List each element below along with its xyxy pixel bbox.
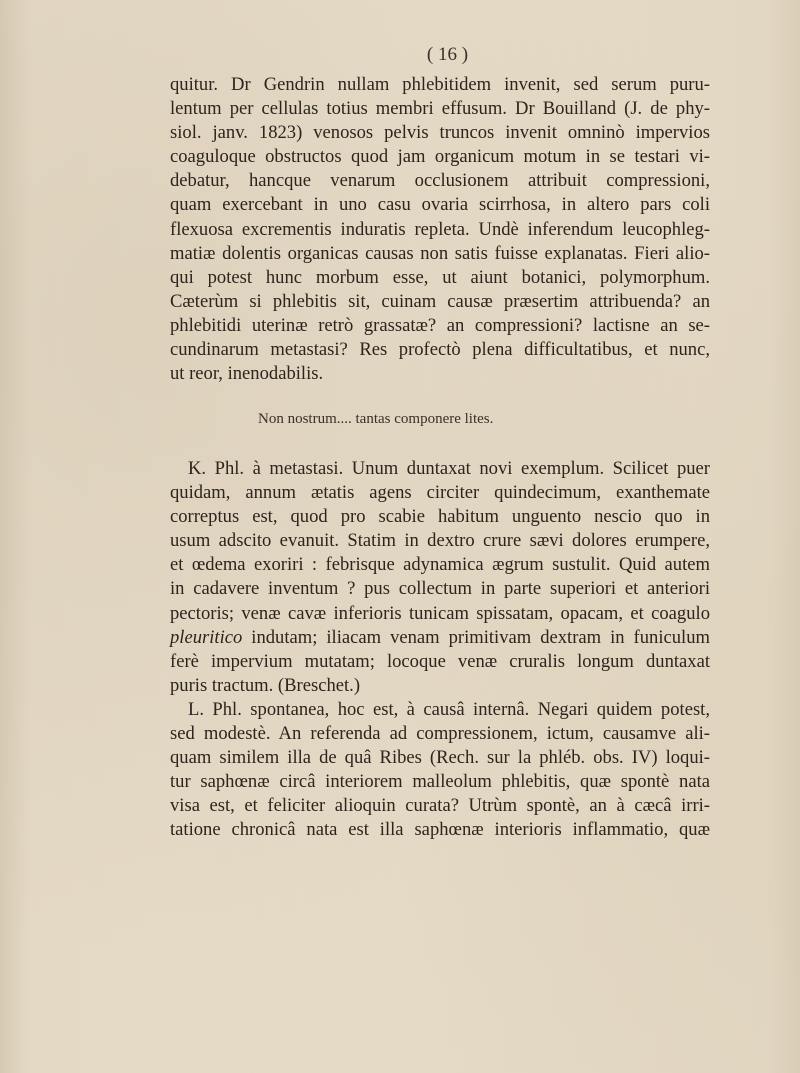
text-line: quam exercebant in uno casu ovaria scirrhosa, in altero pars coli: [170, 194, 710, 216]
paragraph-2: [170, 457, 710, 843]
text-line: sed modestè. An referenda ad compressionem, ictum, causamve ali-: [170, 723, 710, 745]
text-line: quam similem illa de quâ Ribes (Rech. sur la phléb. obs. IV) loqui-: [170, 747, 710, 769]
text-line: puris tractum. (Breschet.): [170, 674, 361, 696]
text-line: debatur, hancque venarum occlusionem attribuit compressioni,: [170, 170, 710, 192]
text-line: visa est, et feliciter alioquin curata? Utrùm spontè, an à cæcâ irri-: [170, 795, 710, 817]
text-line: ut reor, inenodabilis.: [170, 363, 324, 385]
text-line: coaguloque obstructos quod jam organicum motum in se testari vi-: [170, 146, 710, 168]
text-line-rest: indutam; iliacam venam primitivam dextram in funiculum: [242, 626, 710, 648]
text-line: matiæ dolentis organicas causas non satis fuisse explanatas. Fieri alio-: [170, 242, 710, 264]
text-line: quidam, annum ætatis agens circiter quindecimum, exanthemate: [170, 482, 710, 504]
text-line: phlebitidi uterinæ retrò grassatæ? an compressioni? lactisne an se-: [170, 314, 710, 336]
text-line: correptus est, quod pro scabie habitum unguento nescio quo in: [170, 506, 710, 528]
italic-term: pleuritico: [170, 626, 243, 648]
text-line: flexuosa excrementis induratis repleta. Undè inferendum leucophleg-: [170, 218, 710, 240]
text-line: tur saphœnæ circâ interiorem malleolum phlebitis, quæ spontè nata: [170, 771, 710, 793]
text-line: usum adscito evanuit. Statim in dextro crure sævi dolores erumpere,: [170, 530, 710, 552]
latin-quotation: Non nostrum.... tantas componere lites.: [258, 411, 494, 427]
text-line: cundinarum metastasi? Res profectò plena difficultatibus, et nunc,: [170, 339, 710, 361]
text-line-with-italic: [170, 626, 710, 650]
text-line: et œdema exoriri : febrisque adynamica ægrum sustulit. Quid autem: [170, 554, 710, 576]
text-line: qui potest hunc morbum esse, ut aiunt botanici, polymorphum.: [170, 266, 710, 288]
page-number: ( 16 ): [426, 44, 469, 65]
text-line: L. Phl. spontanea, hoc est, à causâ internâ. Negari quidem potest,: [188, 698, 710, 720]
text-line: lentum per cellulas totius membri effusum. Dr Bouilland (J. de phy-: [170, 98, 710, 120]
text-line: pectoris; venæ cavæ inferioris tunicam spissatam, opacam, et coagulo: [170, 602, 710, 624]
text-line: ferè impervium mutatam; locoque venæ cruralis longum duntaxat: [170, 650, 710, 672]
text-line: Cæterùm si phlebitis sit, cuinam causæ præsertim attribuenda? an: [170, 290, 710, 312]
text-line: quitur. Dr Gendrin nullam phlebitidem invenit, sed serum puru-: [170, 74, 710, 95]
text-line: K. Phl. à metastasi. Unum duntaxat novi exemplum. Scilicet puer: [188, 458, 710, 479]
text-line: siol. janv. 1823) venosos pelvis truncos invenit omninò impervios: [170, 122, 710, 144]
paragraph-1: [170, 73, 710, 386]
text-line: in cadavere inventum ? pus collectum in parte superiori et anteriori: [170, 578, 710, 600]
text-line: tatione chronicâ nata est illa saphœnæ interioris inflammatio, quæ: [170, 819, 710, 841]
